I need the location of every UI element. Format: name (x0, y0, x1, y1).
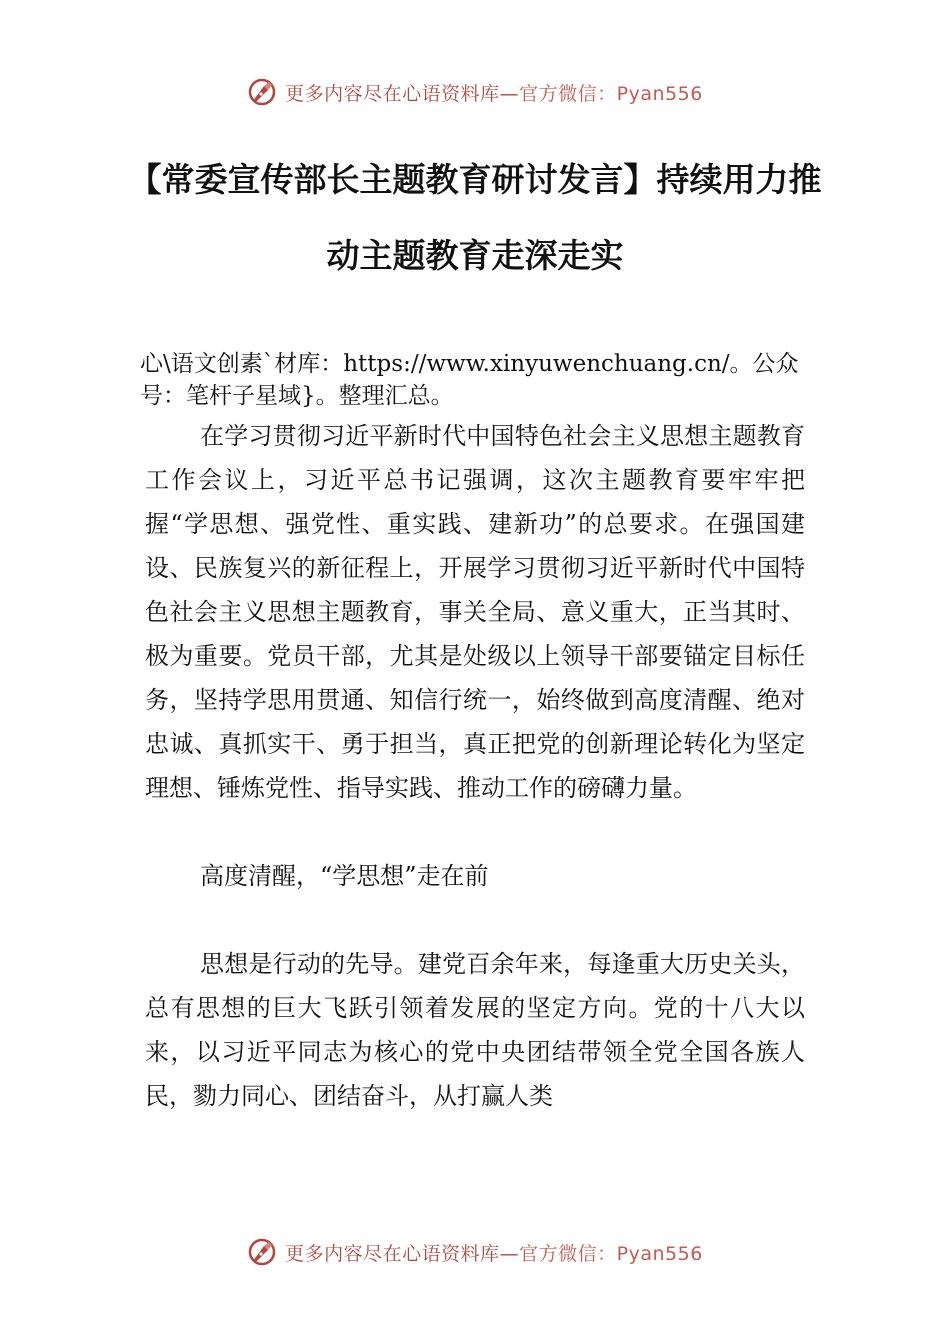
pen-nib-logo-icon (247, 1237, 277, 1267)
source-note: 心\语文创素`材库：https://www.xinyuwenchuang.cn/。公众号：笔杆子星域}。整理汇总。 (140, 351, 799, 409)
document-title: 【常委宣传部长主题教育研讨发言】持续用力推动主题教育走深走实 (128, 160, 822, 275)
footer-banner-text (285, 1239, 703, 1266)
header-banner-text (285, 79, 703, 106)
footer-separator: — (499, 1242, 520, 1265)
header-wechat: 官方微信：Pyan556 (519, 82, 703, 105)
document-body (140, 348, 840, 1118)
header-brand: 更多内容尽在心语资料库 (285, 82, 500, 105)
footer-banner (0, 1232, 950, 1272)
section-paragraph: 思想是行动的先导。建党百余年来，每逢重大历史关头，总有思想的巨大飞跃引领着发展的坚定方向。党的十八大以来，以习近平同志为核心的党中央团结带领全党全国各族人民，勠力同心、团结奋斗，从打赢人类 (145, 950, 805, 1110)
pen-nib-logo-icon (247, 77, 277, 107)
footer-wechat: 官方微信：Pyan556 (519, 1242, 703, 1265)
footer-brand: 更多内容尽在心语资料库 (285, 1242, 500, 1265)
intro-paragraph: 在学习贯彻习近平新时代中国特色社会主义思想主题教育工作会议上，习近平总书记强调，这次主题教育要牢牢把握“学思想、强党性、重实践、建新功”的总要求。在强国建设、民族复兴的新征程上，开展学习贯彻习近平新时代中国特色社会主义思想主题教育，事关全局、意义重大，正当其时、极为重要。党员干部，尤其是处级以上领导干部要锚定目标任务，坚持学思用贯通、知信行统一，始终做到高度清醒、绝对忠诚、真抓实干、勇于担当，真正把党的创新理论转化为坚定理想、锤炼党性、指导实践、推动工作的磅礴力量。 (145, 422, 805, 802)
header-separator: — (499, 82, 520, 105)
section-heading: 高度清醒，“学思想”走在前 (200, 862, 489, 890)
header-banner (0, 72, 950, 112)
